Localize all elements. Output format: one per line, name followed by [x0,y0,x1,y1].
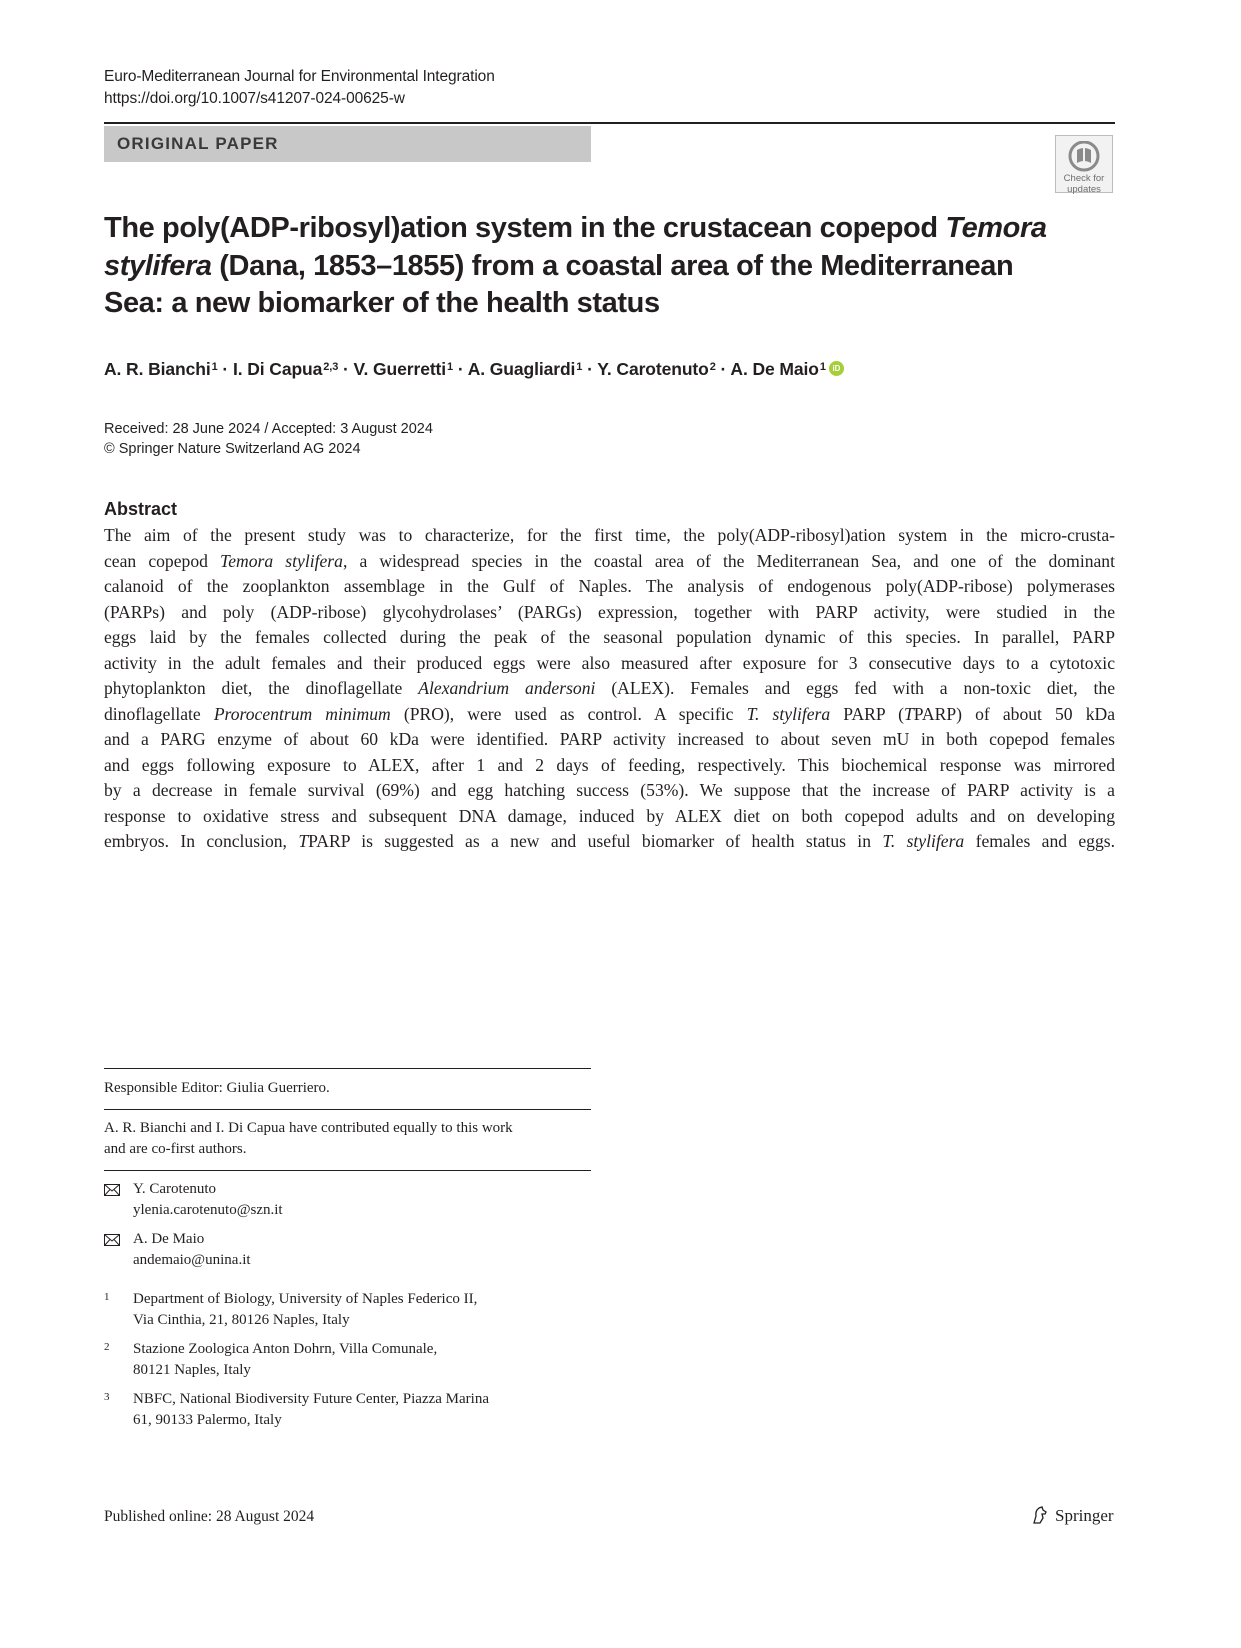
equal-contribution-note: A. R. Bianchi and I. Di Capua have contributed equally to this work and are co-first authors. [104,1120,513,1157]
paper-title: The poly(ADP-ribosyl)ation system in the crustacean copepod Temora stylifera (Dana, 1853–1855) from a coastal area of the Mediterranean Sea: a new biomarker of the health status [104,212,1047,319]
author-list: A. R. Bianchi$^1$ · I. Di Capua$^{2,3}$ · V. Guerretti$^1$ · A. Guagliardi$^1$ · Y. Carotenuto$^2$ · A. De Maio$^1$ iD [104,357,844,381]
affiliation-number: 3 [104,1391,110,1403]
affiliation-number: 1 [104,1291,110,1303]
abstract-line: dinoflagellate Prorocentrum minimum (PRO), were used as control. A specific T. stylifera PARP (TPARP) of about 50 kDa [104,703,1116,724]
abstract-line: The aim of the present study was to characterize, for the first time, the poly(ADP-ribosyl)ation system in the micro-crusta- [104,525,1115,545]
published-online: Published online: 28 August 2024 [104,1508,315,1525]
footnote-rule [104,1109,591,1110]
check-label-1: Check for [1063,173,1105,184]
check-label-2: updates [1067,184,1101,195]
contact-carotenuto [133,1179,283,1221]
doi-link[interactable]: https://doi.org/10.1007/s41207-024-00625-w [104,90,405,107]
abstract-line: embryos. In conclusion, TPARP is suggested as a new and useful biomarker of health status in T. stylifera females and eggs. [104,831,1116,851]
abstract-line: activity in the adult females and their produced eggs were also measured after exposure for 3 consecutive days to a cytotoxic [104,652,1115,673]
contact-email[interactable]: ylenia.carotenuto@szn.it [133,1202,283,1218]
journal-name: Euro-Mediterranean Journal for Environmental Integration [104,68,495,85]
affiliation-2: Stazione Zoologica Anton Dohrn, Villa Comunale, 80121 Naples, Italy [133,1341,438,1378]
abstract-line: eggs laid by the females collected during the peak of the seasonal population dynamic of this species. In parallel, PARP [104,627,1115,647]
article-dates [104,419,433,459]
affiliation-3: NBFC, National Biodiversity Future Center, Piazza Marina 61, 90133 Palermo, Italy [133,1391,490,1428]
author[interactable]: I. Di Capua$^{2,3}$ [232,359,339,379]
envelope-icon [104,1184,120,1196]
check-for-updates-button[interactable] [1055,135,1113,193]
orcid-icon[interactable]: iD [829,361,844,376]
contact-name: Y. Carotenuto [133,1181,217,1197]
abstract-line: and a PARG enzyme of about 60 kDa were identified. PARP activity increased to about seven mU in both copepod females [104,729,1115,749]
publisher-logo: Springer [1030,1505,1114,1527]
abstract-line: calanoid of the zooplankton assemblage in the Gulf of Naples. The analysis of endogenous poly(ADP-ribose) polymerases [104,576,1115,596]
affiliation-1: Department of Biology, University of Naples Federico II, Via Cinthia, 21, 80126 Naples, Italy [133,1291,478,1328]
envelope-icon [104,1234,120,1246]
springer-horse-icon [1030,1505,1050,1525]
abstract-heading: Abstract [104,499,178,519]
abstract-line: cean copepod Temora stylifera, a widespread species in the coastal area of the Mediterranean Sea, and one of the dominant [104,550,1115,571]
journal-header [104,66,495,110]
footnote-rule [104,1170,591,1171]
author[interactable]: Y. Carotenuto$^2$ [597,359,716,379]
author[interactable]: A. R. Bianchi$^1$ [104,359,218,379]
affiliation-number: 2 [104,1341,110,1353]
footnote-rule [104,1068,591,1069]
author[interactable]: A. Guagliardi$^1$ [467,359,583,379]
contact-de-maio [133,1229,251,1271]
contact-name: A. De Maio [133,1231,205,1247]
abstract-line: by a decrease in female survival (69%) and egg hatching success (53%). We suppose that the increase of PARP activity is a [104,780,1115,800]
responsible-editor: Responsible Editor: Giulia Guerriero. [104,1080,330,1096]
abstract-line: phytoplankton diet, the dinoflagellate Alexandrium andersoni (ALEX). Females and eggs fed with a non-toxic diet, the [104,678,1115,698]
header-rule [104,122,1115,124]
article-type-banner: ORIGINAL PAPER [104,126,591,162]
check-updates-icon [1067,141,1101,173]
author[interactable]: V. Guerretti$^1$ [353,359,454,379]
author[interactable]: A. De Maio$^1$ [730,359,826,379]
title-epithet: stylifera [104,249,212,282]
copyright: © Springer Nature Switzerland AG 2024 [104,441,361,457]
abstract-body [104,523,1115,855]
contact-email[interactable]: andemaio@unina.it [133,1252,251,1268]
abstract-line: (PARPs) and poly (ADP-ribose) glycohydrolases’ (PARGs) expression, together with PARP activity, were studied in the [104,601,1115,622]
abstract-line: and eggs following exposure to ALEX, after 1 and 2 days of feeding, respectively. This biochemical response was mirrored [104,754,1115,775]
received-accepted: Received: 28 June 2024 / Accepted: 3 August 2024 [104,421,433,437]
title-genus: Temora [945,212,1047,244]
abstract-line: response to oxidative stress and subsequent DNA damage, induced by ALEX diet on both copepod adults and on developing [104,805,1115,826]
